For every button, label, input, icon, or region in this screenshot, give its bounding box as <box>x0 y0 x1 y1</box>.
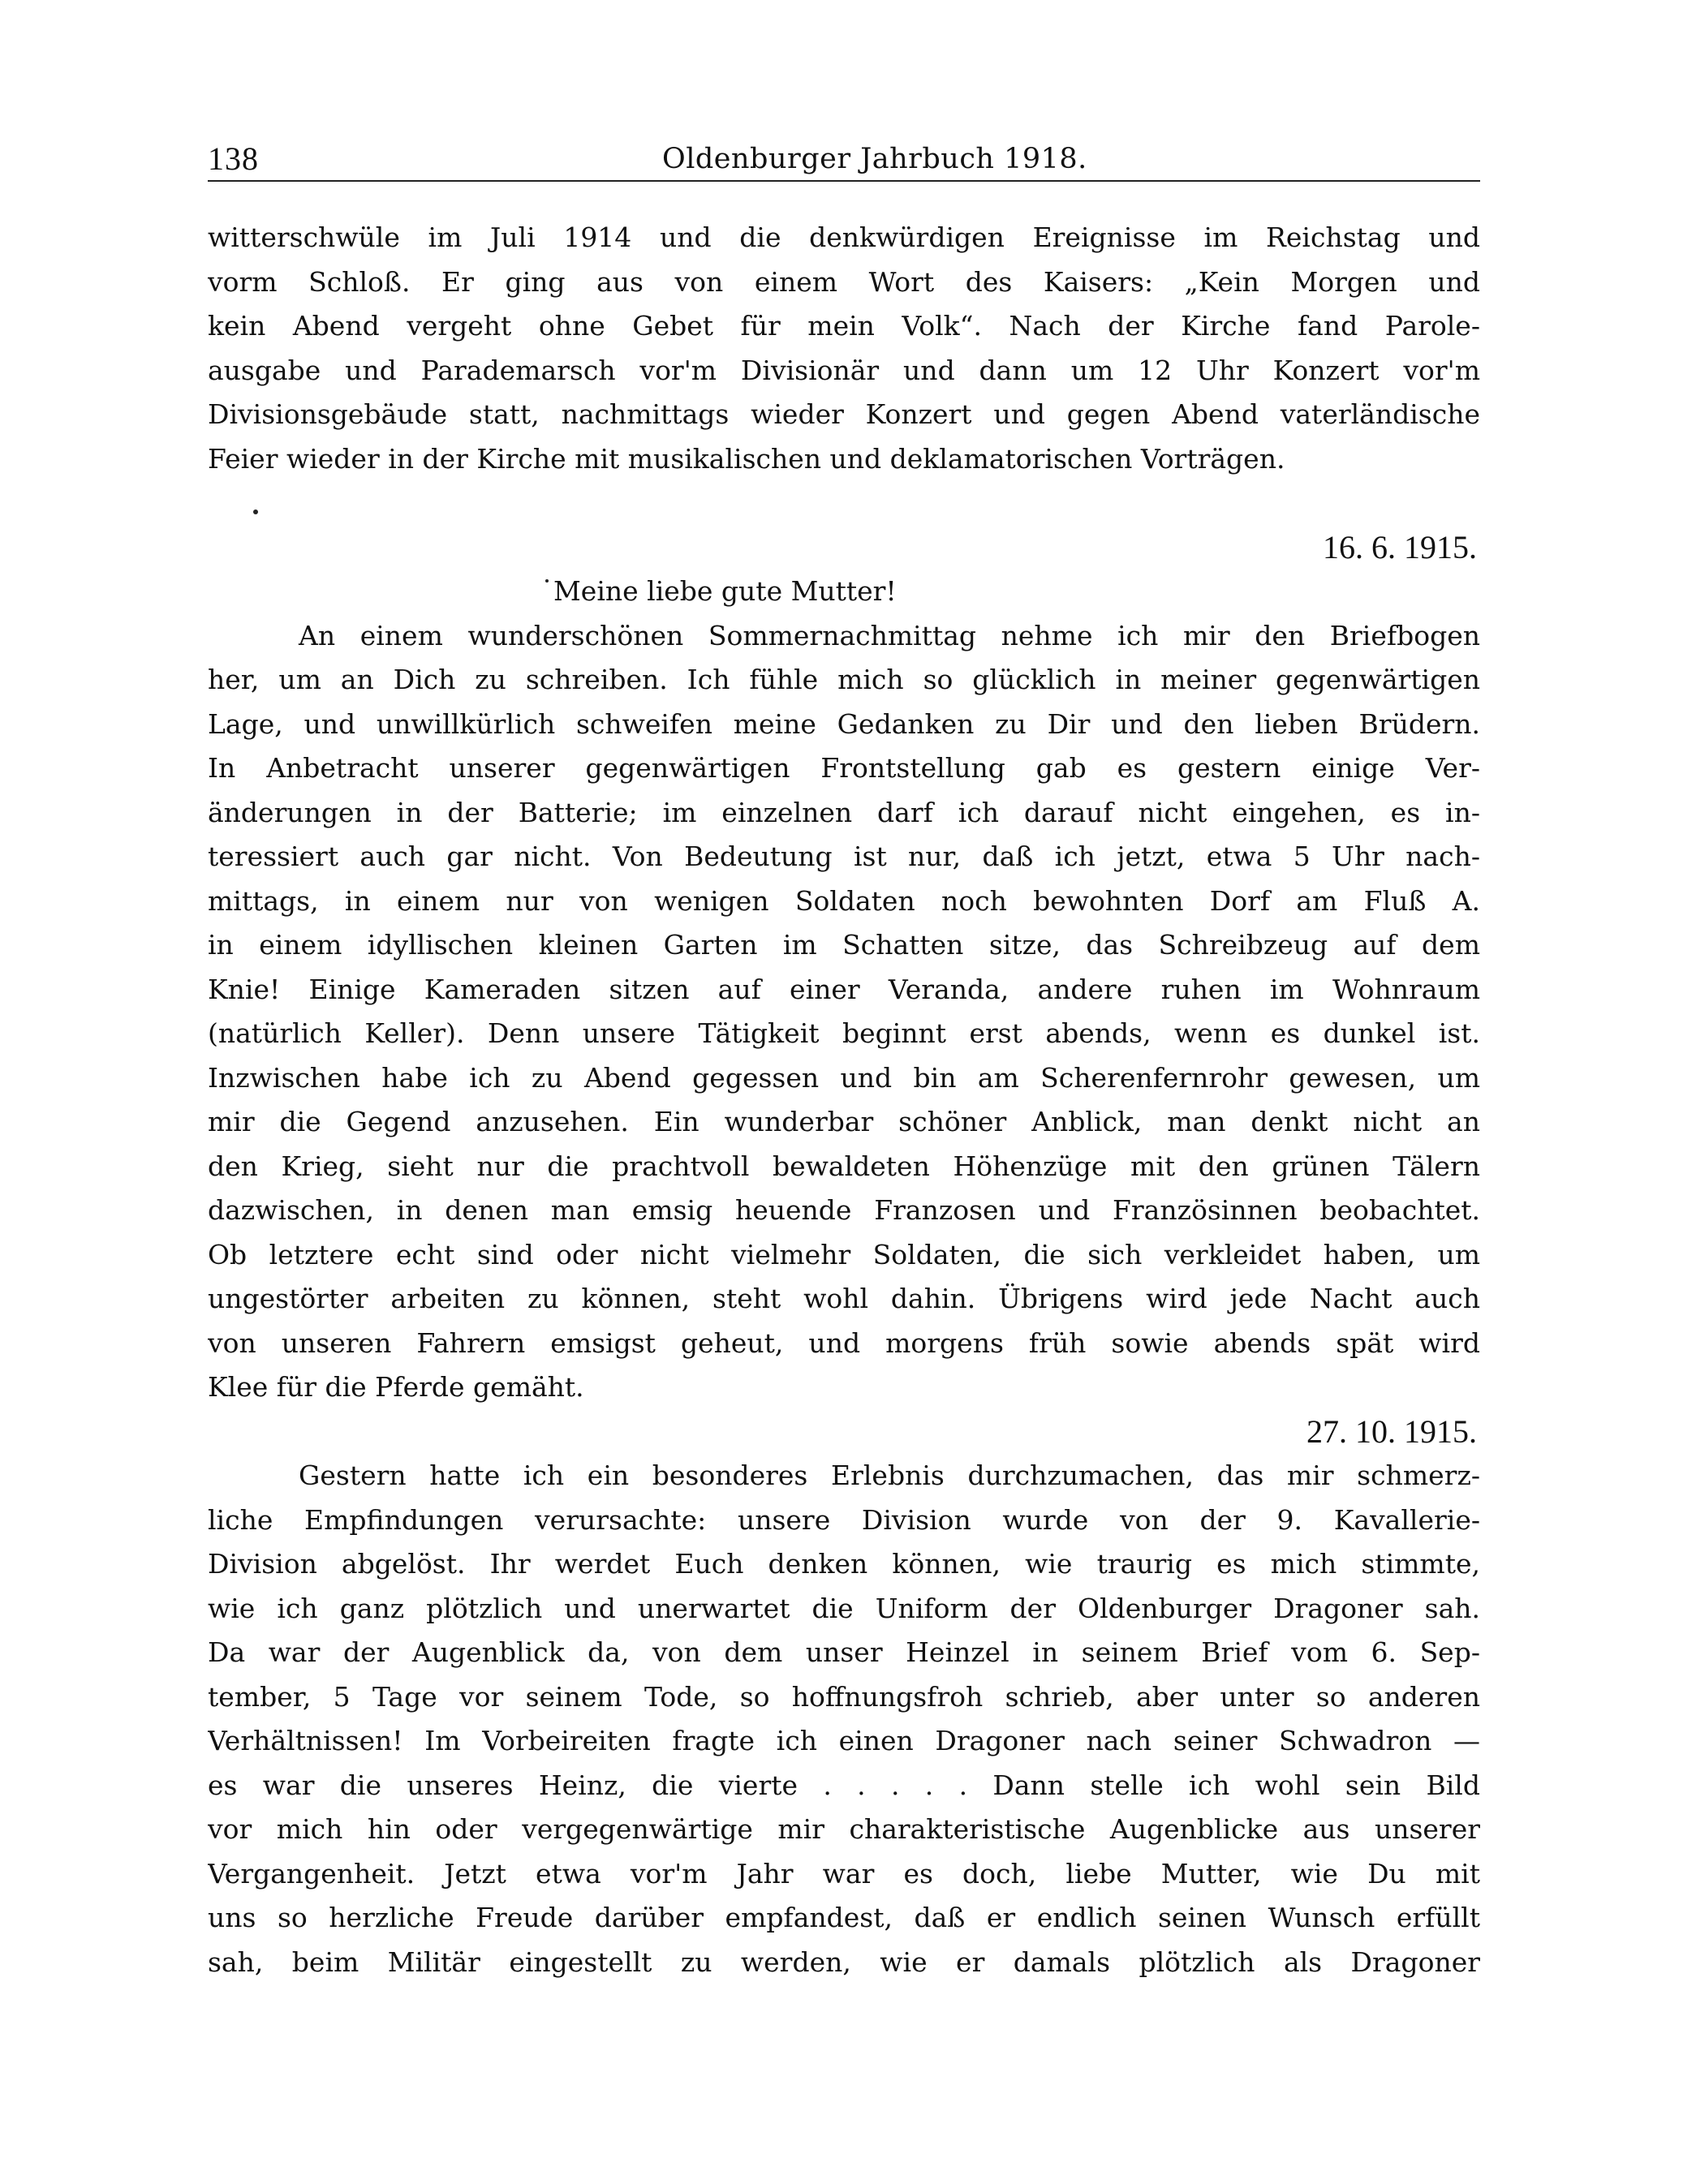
text-line: dazwischen, in denen man emsig heuende Franzosen und Französinnen beobachtet. <box>208 1194 1480 1226</box>
text-line: den Krieg, sieht nur die prachtvoll bewaldeten Höhenzüge mit den grünen Tälern <box>208 1150 1480 1182</box>
text-line: Knie! Einige Kameraden sitzen auf einer Veranda, andere ruhen im Wohnraum <box>208 973 1480 1005</box>
text-line: Da war der Augenblick da, von dem unser Heinzel in seinem Brief vom 6. Sep- <box>208 1636 1480 1668</box>
text-line: mittags, in einem nur von wenigen Soldaten noch bewohnten Dorf am Fluß A. <box>208 884 1480 917</box>
text-line: vorm Schloß. Er ging aus von einem Wort des Kaisers: „Kein Morgen und <box>208 265 1480 298</box>
text-line: Klee für die Pferde gemäht. <box>208 1371 584 1403</box>
text-line: uns so herzliche Freude darüber empfandest, daß er endlich seinen Wunsch erfüllt <box>208 1902 1480 1933</box>
text-line: An einem wunderschönen Sommernachmittag nehme ich mir den Briefbogen <box>299 619 1480 651</box>
paragraph-continuation <box>208 216 1480 481</box>
text-line: sah, beim Militär eingestellt zu werden, wie er damals plötzlich als Dragoner <box>208 1945 1480 1978</box>
text-line: Vergangenheit. Jetzt etwa vor'm Jahr war es doch, liebe Mutter, wie Du mit <box>208 1857 1480 1890</box>
text-line: mir die Gegend anzusehen. Ein wunderbar schöner Anblick, man denkt nicht an <box>208 1106 1480 1137</box>
letter-entry-1 <box>208 526 1480 1410</box>
text-line: teressiert auch gar nicht. Von Bedeutung ist nur, daß ich jetzt, etwa 5 Uhr nach- <box>208 840 1480 872</box>
scan-speck <box>253 509 258 514</box>
header-rule <box>208 180 1480 182</box>
text-line: in einem idyllischen kleinen Garten im Schatten sitze, das Schreibzeug auf dem <box>208 929 1480 961</box>
text-line: her, um an Dich zu schreiben. Ich fühle mich so glücklich in meiner gegenwärtigen <box>208 664 1480 695</box>
text-line: Lage, und unwillkürlich schweifen meine Gedanken zu Dir und den lieben Brüdern. <box>208 707 1480 740</box>
text-line: Verhältnissen! Im Vorbeireiten fragte ich einen Dragoner nach seiner Schwadron — <box>208 1725 1480 1756</box>
text-line: Division abgelöst. Ihr werdet Euch denken können, wie traurig es mich stimmte, <box>208 1548 1480 1580</box>
text-line: Ob letztere echt sind oder nicht vielmehr Soldaten, die sich verkleidet haben, um <box>208 1238 1480 1270</box>
letter-entry-2 <box>208 1410 1480 1985</box>
text-line: Inzwischen habe ich zu Abend gegessen und bin am Scherenfernrohr gewesen, um <box>208 1061 1480 1094</box>
text-line: es war die unseres Heinz, die vierte . . . . . Dann stelle ich wohl sein Bild <box>208 1769 1480 1801</box>
text-line: wie ich ganz plötzlich und unerwartet die Uniform der Oldenburger Dragoner sah. <box>208 1592 1480 1624</box>
text-line: In Anbetracht unserer gegenwärtigen Frontstellung gab es gestern einige Ver- <box>208 752 1480 784</box>
running-title: Oldenburger Jahrbuch 1918. <box>662 143 1087 175</box>
body-text <box>208 216 1480 1984</box>
spacer <box>208 481 1480 526</box>
text-line: ungestörter arbeiten zu können, steht wohl dahin. Übrigens wird jede Nacht auch <box>208 1283 1480 1314</box>
text-line: Gestern hatte ich ein besonderes Erlebnis durchzumachen, das mir schmerz- <box>299 1460 1480 1491</box>
text-line: änderungen in der Batterie; im einzelnen darf ich darauf nicht eingehen, es in- <box>208 796 1480 828</box>
letter-date: 16. 6. 1915. <box>1323 528 1477 565</box>
text-line: ausgabe und Parademarsch vor'm Divisionär und dann um 12 Uhr Konzert vor'm <box>208 354 1480 386</box>
text-line: vor mich hin oder vergegenwärtige mir charakteristische Augenblicke aus unserer <box>208 1813 1480 1845</box>
text-line: witterschwüle im Juli 1914 und die denkwürdigen Ereignisse im Reichstag und <box>208 221 1480 253</box>
letter-salutation: Meine liebe gute Mutter! <box>553 575 897 607</box>
text-line: tember, 5 Tage vor seinem Tode, so hoffnungsfroh schrieb, aber unter so anderen <box>208 1680 1480 1713</box>
scan-speck <box>545 579 549 583</box>
text-line: Divisionsgebäude statt, nachmittags wieder Konzert und gegen Abend vaterländische <box>208 398 1480 430</box>
page-header <box>208 135 1480 183</box>
letter-date: 27. 10. 1915. <box>1306 1412 1477 1450</box>
text-line: von unseren Fahrern emsigst geheut, und morgens früh sowie abends spät wird <box>208 1326 1480 1359</box>
text-line: (natürlich Keller). Denn unsere Tätigkeit beginnt erst abends, wenn es dunkel ist. <box>208 1017 1480 1049</box>
text-line: kein Abend vergeht ohne Gebet für mein Volk“. Nach der Kirche fand Parole- <box>208 310 1480 342</box>
text-line: liche Empfindungen verursachte: unsere Division wurde von der 9. Kavallerie- <box>208 1503 1480 1536</box>
text-line: Feier wieder in der Kirche mit musikalischen und deklamatorischen Vorträgen. <box>208 442 1285 475</box>
page-number: 138 <box>208 140 259 177</box>
